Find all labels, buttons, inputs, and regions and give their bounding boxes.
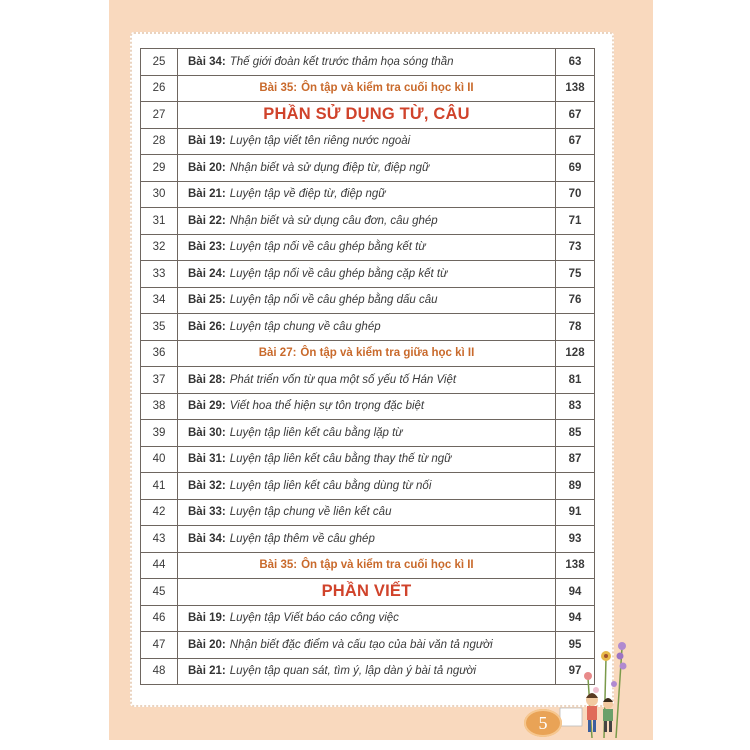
lesson-title-cell	[178, 234, 556, 261]
lesson-title-cell	[178, 420, 556, 447]
page-reference: 87	[556, 446, 595, 473]
lesson-title-cell	[178, 446, 556, 473]
table-row	[141, 632, 595, 659]
lesson-title-cell	[178, 181, 556, 208]
lesson-title-cell	[178, 102, 556, 129]
lesson-label: Bài 19:	[188, 612, 226, 625]
page-reference: 89	[556, 473, 595, 500]
page-reference: 138	[556, 75, 595, 102]
lesson-text: Luyện tập thêm về câu ghép	[229, 532, 375, 545]
row-number: 42	[141, 499, 178, 526]
table-row	[141, 499, 595, 526]
page-reference: 71	[556, 208, 595, 235]
lesson-title-cell	[178, 579, 556, 606]
lesson-label: Bài 32:	[188, 479, 226, 492]
lesson-title-cell	[178, 632, 556, 659]
lesson-title-cell	[178, 526, 556, 553]
page-reference: 73	[556, 234, 595, 261]
row-number: 40	[141, 446, 178, 473]
lesson-label: Bài 20:	[188, 638, 226, 651]
lesson-text: Luyện tập chung về câu ghép	[229, 320, 381, 333]
lesson-text: Viết hoa thể hiện sự tôn trọng đặc biệt	[229, 400, 425, 413]
lesson-text: Thế giới đoàn kết trước thảm họa sóng thần	[229, 55, 454, 68]
lesson-text: Luyện tập liên kết câu bằng lặp từ	[229, 426, 403, 439]
page-reference: 69	[556, 155, 595, 182]
row-number: 44	[141, 552, 178, 579]
lesson-label: Bài 34:	[188, 532, 226, 545]
lesson-text: Phát triển vốn từ qua một số yếu tố Hán Việt	[229, 373, 457, 386]
table-row	[141, 128, 595, 155]
lesson-text: Ôn tập và kiểm tra cuối học kì II	[301, 559, 474, 572]
page-reference: 81	[556, 367, 595, 394]
row-number: 25	[141, 49, 178, 76]
table-row	[141, 314, 595, 341]
lesson-text: Luyện tập về điệp từ, điệp ngữ	[229, 188, 386, 201]
lesson-label: Bài 33:	[188, 506, 226, 519]
lesson-label: Bài 29:	[188, 400, 226, 413]
table-row	[141, 420, 595, 447]
page-reference: 67	[556, 102, 595, 129]
row-number: 28	[141, 128, 178, 155]
row-number: 36	[141, 340, 178, 367]
row-number: 26	[141, 75, 178, 102]
page-number-badge: 5	[524, 709, 562, 737]
lesson-title-cell	[178, 208, 556, 235]
lesson-label: Bài 24:	[188, 267, 226, 280]
table-row	[141, 155, 595, 182]
lesson-title-cell	[178, 261, 556, 288]
row-number: 33	[141, 261, 178, 288]
lesson-label: Bài 27:	[258, 347, 297, 360]
lesson-title-cell	[178, 287, 556, 314]
row-number: 41	[141, 473, 178, 500]
lesson-text: Ôn tập và kiểm tra cuối học kì II	[301, 82, 474, 95]
lesson-title-cell	[178, 658, 556, 685]
page-reference: 76	[556, 287, 595, 314]
row-number: 27	[141, 102, 178, 129]
section-row	[141, 579, 595, 606]
review-row	[141, 552, 595, 579]
row-number: 47	[141, 632, 178, 659]
lesson-label: Bài 20:	[188, 161, 226, 174]
row-number: 31	[141, 208, 178, 235]
section-row	[141, 102, 595, 129]
table-of-contents	[140, 48, 595, 685]
page-reference: 78	[556, 314, 595, 341]
lesson-text: Luyện tập liên kết câu bằng thay thế từ ngữ	[229, 453, 452, 466]
lesson-text: Nhận biết đặc điểm và cấu tạo của bài văn tả người	[229, 638, 493, 651]
lesson-title-cell	[178, 75, 556, 102]
page-reference: 70	[556, 181, 595, 208]
row-number: 43	[141, 526, 178, 553]
review-row	[141, 75, 595, 102]
lesson-label: Bài 22:	[188, 214, 226, 227]
lesson-title-cell	[178, 49, 556, 76]
lesson-label: Bài 34:	[188, 55, 226, 68]
lesson-title-cell	[178, 340, 556, 367]
lesson-label: Bài 26:	[188, 320, 226, 333]
table-row	[141, 367, 595, 394]
table-row	[141, 287, 595, 314]
section-title: PHẦN SỬ DỤNG TỪ, CÂU	[263, 105, 470, 124]
row-number: 30	[141, 181, 178, 208]
row-number: 35	[141, 314, 178, 341]
table-row	[141, 181, 595, 208]
row-number: 39	[141, 420, 178, 447]
lesson-title-cell	[178, 552, 556, 579]
lesson-label: Bài 21:	[188, 665, 226, 678]
lesson-title-cell	[178, 155, 556, 182]
page-reference: 63	[556, 49, 595, 76]
page-reference: 91	[556, 499, 595, 526]
table-row	[141, 446, 595, 473]
row-number: 48	[141, 658, 178, 685]
review-row	[141, 340, 595, 367]
row-number: 34	[141, 287, 178, 314]
section-title: PHẦN VIẾT	[321, 582, 412, 601]
lesson-label: Bài 35:	[259, 82, 298, 95]
lesson-text: Luyện tập nối về câu ghép bằng cặp kết từ	[229, 267, 448, 280]
lesson-text: Luyện tập nối về câu ghép bằng dấu câu	[229, 294, 438, 307]
page-reference: 128	[556, 340, 595, 367]
row-number: 37	[141, 367, 178, 394]
table-row	[141, 208, 595, 235]
lesson-text: Luyện tập quan sát, tìm ý, lập dàn ý bài tả người	[229, 665, 477, 678]
table-row	[141, 234, 595, 261]
lesson-title-cell	[178, 605, 556, 632]
lesson-label: Bài 30:	[188, 426, 226, 439]
lesson-text: Luyện tập Viết báo cáo công việc	[229, 612, 399, 625]
lesson-text: Nhận biết và sử dụng điệp từ, điệp ngữ	[229, 161, 430, 174]
lesson-text: Nhận biết và sử dụng câu đơn, câu ghép	[229, 214, 438, 227]
lesson-label: Bài 21:	[188, 188, 226, 201]
lesson-label: Bài 25:	[188, 294, 226, 307]
lesson-title-cell	[178, 314, 556, 341]
row-number: 45	[141, 579, 178, 606]
table-row	[141, 526, 595, 553]
page-reference: 75	[556, 261, 595, 288]
table-row	[141, 261, 595, 288]
lesson-label: Bài 19:	[188, 135, 226, 148]
row-number: 46	[141, 605, 178, 632]
page-reference: 138	[556, 552, 595, 579]
lesson-title-cell	[178, 367, 556, 394]
lesson-label: Bài 35:	[259, 559, 298, 572]
lesson-text: Ôn tập và kiểm tra giữa học kì II	[300, 347, 475, 360]
lesson-text: Luyện tập nối về câu ghép bằng kết từ	[229, 241, 426, 254]
lesson-title-cell	[178, 393, 556, 420]
lesson-label: Bài 23:	[188, 241, 226, 254]
table-row	[141, 605, 595, 632]
page-reference: 94	[556, 605, 595, 632]
page-reference: 85	[556, 420, 595, 447]
lesson-title-cell	[178, 499, 556, 526]
lesson-title-cell	[178, 473, 556, 500]
row-number: 38	[141, 393, 178, 420]
page-reference: 95	[556, 632, 595, 659]
table-row	[141, 49, 595, 76]
children-illustration-icon	[556, 686, 620, 738]
page-reference: 83	[556, 393, 595, 420]
page-reference: 93	[556, 526, 595, 553]
page-reference: 94	[556, 579, 595, 606]
row-number: 29	[141, 155, 178, 182]
lesson-text: Luyện tập viết tên riêng nước ngoài	[229, 135, 411, 148]
table-row	[141, 393, 595, 420]
lesson-label: Bài 28:	[188, 373, 226, 386]
page-reference: 67	[556, 128, 595, 155]
table-row	[141, 658, 595, 685]
lesson-label: Bài 31:	[188, 453, 226, 466]
toc-body	[141, 49, 595, 685]
lesson-title-cell	[178, 128, 556, 155]
row-number: 32	[141, 234, 178, 261]
lesson-text: Luyện tập chung về liên kết câu	[229, 506, 392, 519]
table-row	[141, 473, 595, 500]
page-reference: 97	[556, 658, 595, 685]
lesson-text: Luyện tập liên kết câu bằng dùng từ nối	[229, 479, 432, 492]
